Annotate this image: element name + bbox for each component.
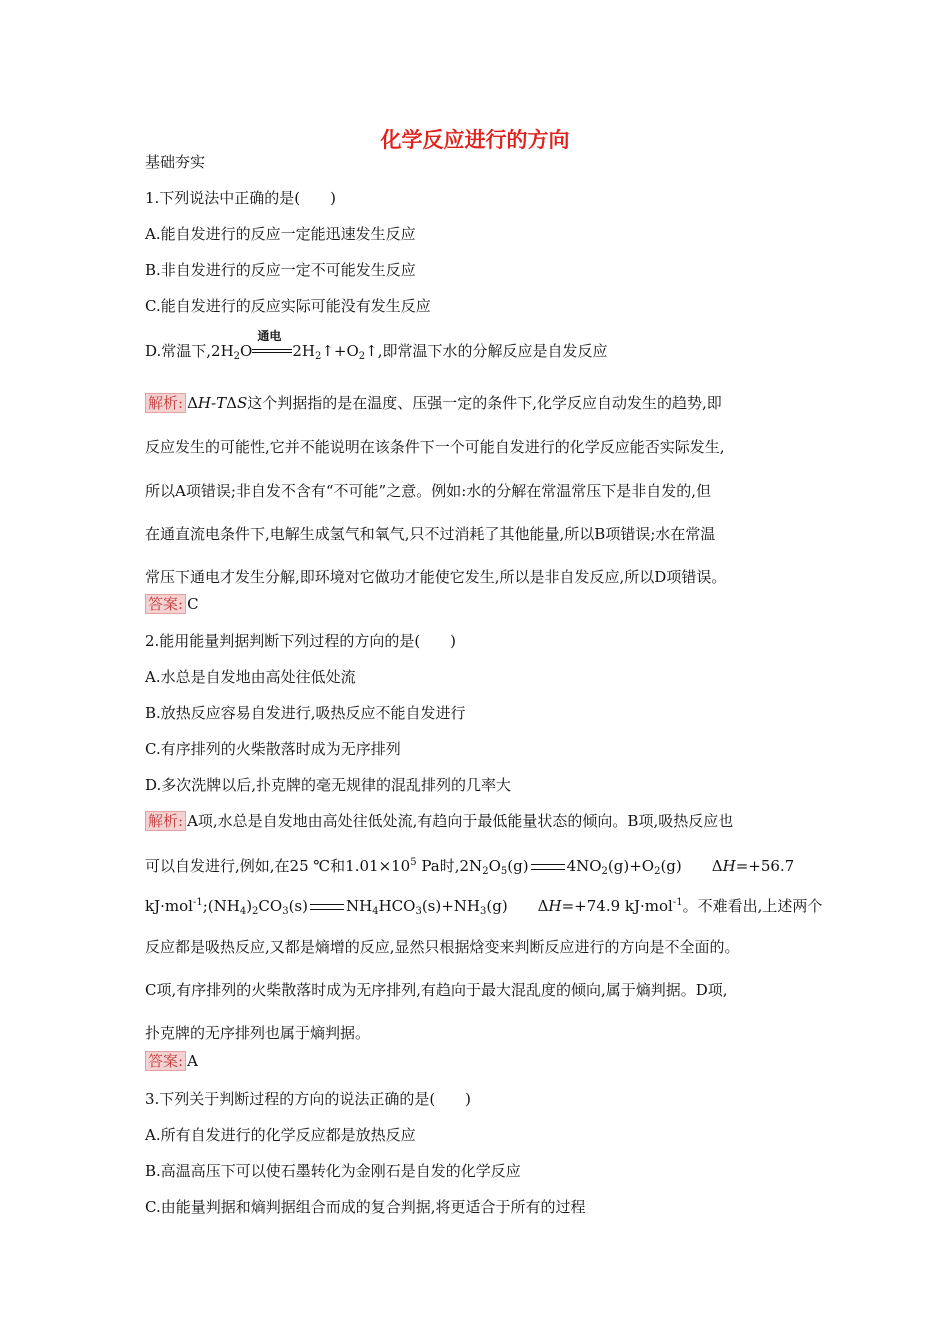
electrolysis-condition: 通电 [252,342,292,358]
page-title: 化学反应进行的方向 [380,128,570,152]
section-heading: 基础夯实 [145,153,206,171]
q1-answer: 答案: C [145,594,199,614]
q2-analysis-line-5: C项,有序排列的火柴散落时成为无序排列,有趋向于最大混乱度的倾向,属于熵判据。D项, [145,981,728,999]
q1-analysis-line-2: 反应发生的可能性,它并不能说明在该条件下一个可能自发进行的化学反应能否实际发生, [145,438,725,456]
q2-option-b: B.放热反应容易自发进行,吸热反应不能自发进行 [145,704,466,722]
q2-analysis-line-4: 反应都是吸热反应,又都是熵增的反应,显然只根据焓变来判断反应进行的方向是不全面的。 [145,938,740,956]
q2-stem: 2.能用能量判据判断下列过程的方向的是( ) [145,632,457,650]
q1-analysis-line-4: 在通直流电条件下,电解生成氢气和氧气,只不过消耗了其他能量,所以B项错误;水在常温 [145,525,716,543]
q1-stem: 1.下列说法中正确的是( ) [145,189,337,207]
q3-stem: 3.下列关于判断过程的方向的说法正确的是( ) [145,1090,472,1108]
q1-option-b: B.非自发进行的反应一定不可能发生反应 [145,261,416,279]
q1-analysis-line-3: 所以A项错误;非自发不含有“不可能”之意。例如:水的分解在常温常压下是非自发的,但 [145,482,712,500]
q2-answer: 答案: A [145,1051,198,1071]
q2-analysis-line-2: 可以自发进行,例如,在25 ℃和$1.01\times 10^5$ Pa时$,2N_2O_5(g)$ $4NO_2(g)+O_2(g)$ ΔH=+56.7 [145,857,795,877]
q1-analysis-line-1: 解析: ΔH-TΔS这个判据指的是在温度、压强一定的条件下,化学反应自动发生的趋势,即 [145,393,722,413]
q3-option-b: B.高温高压下可以使石墨转化为金刚石是自发的化学反应 [145,1162,521,1180]
reaction-arrow [531,864,565,870]
q1-analysis-line-5: 常压下通电才发生分解,即环境对它做功才能使它发生,所以是非自发反应,所以D项错误。 [145,568,727,586]
answer-tag: 答案: [145,1051,186,1071]
analysis-tag: 解析: [145,811,186,831]
q1-option-d: D.常温下$,2H_2O$ 通电 $2H_2↑+O_2↑$,即常温下水的分解反应是自发反应 [145,329,608,362]
q2-analysis-line-6: 扑克牌的无序排列也属于熵判据。 [145,1024,371,1042]
q3-option-a: A.所有自发进行的化学反应都是放热反应 [145,1126,416,1144]
q2-analysis-line-1: 解析: A项,水总是自发地由高处往低处流,有趋向于最低能量状态的倾向。B项,吸热反应也 [145,811,733,831]
answer-tag: 答案: [145,594,186,614]
q1-option-c: C.能自发进行的反应实际可能没有发生反应 [145,297,431,315]
q2-analysis-line-3: $kJ\cdot mol^{-1};(NH_4)_2CO_3(s)$ $NH_4HCO_3(s)+NH_3(g)$ ΔH=+74.9 kJ·mol$^{-1}$。不难看出,上述两个 [145,897,823,917]
q2-option-a: A.水总是自发地由高处往低处流 [145,668,356,686]
q2-option-c: C.有序排列的火柴散落时成为无序排列 [145,740,401,758]
q1-option-a: A.能自发进行的反应一定能迅速发生反应 [145,225,416,243]
q2-option-d: D.多次洗牌以后,扑克牌的毫无规律的混乱排列的几率大 [145,776,512,794]
analysis-tag: 解析: [145,393,186,413]
reaction-arrow [310,904,344,910]
q3-option-c: C.由能量判据和熵判据组合而成的复合判据,将更适合于所有的过程 [145,1198,586,1216]
